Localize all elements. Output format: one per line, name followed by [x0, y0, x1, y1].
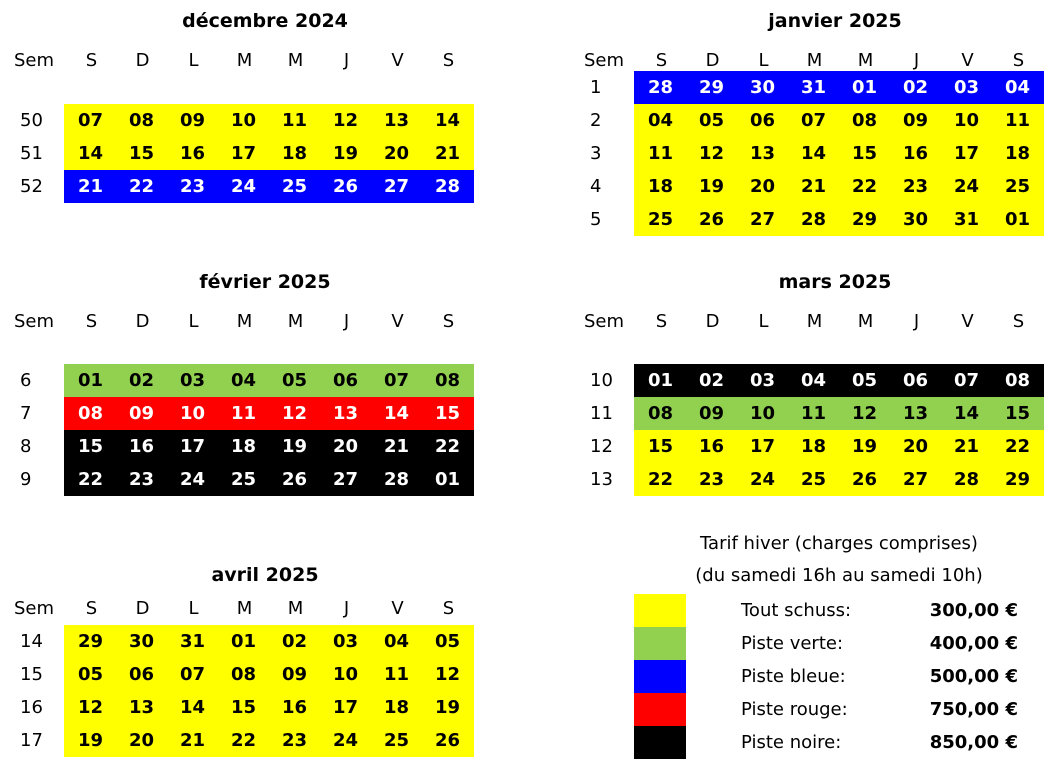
week-number: 4 — [590, 176, 602, 197]
day-cell: 13 — [383, 110, 410, 131]
day-cell: 20 — [128, 730, 155, 751]
day-header: J — [343, 50, 350, 71]
day-cell: 28 — [800, 209, 827, 230]
day-header: S — [442, 598, 455, 619]
legend-item — [634, 594, 1044, 627]
day-cell: 27 — [332, 469, 359, 490]
week-band — [634, 463, 1044, 496]
day-cell: 02 — [128, 370, 155, 391]
day-cell: 10 — [749, 403, 776, 424]
week-row — [570, 170, 1040, 203]
day-cell: 08 — [434, 370, 461, 391]
day-header: J — [343, 311, 350, 332]
day-cell: 19 — [77, 730, 104, 751]
day-cell: 09 — [698, 403, 725, 424]
day-cell: 31 — [953, 209, 980, 230]
color-swatch — [634, 660, 686, 693]
week-number: 14 — [20, 631, 43, 652]
day-cell: 10 — [953, 110, 980, 131]
day-header: V — [391, 598, 404, 619]
day-cell: 14 — [383, 403, 410, 424]
day-cell: 18 — [800, 436, 827, 457]
day-header: M — [806, 311, 823, 332]
day-cell: 31 — [800, 77, 827, 98]
week-band — [64, 364, 474, 397]
legend-label: Tout schuss: — [741, 600, 852, 621]
day-cell: 25 — [281, 176, 308, 197]
week-band — [64, 104, 474, 137]
day-cell: 11 — [281, 110, 308, 131]
day-cell: 27 — [383, 176, 410, 197]
day-header: S — [85, 50, 98, 71]
color-swatch — [634, 594, 686, 627]
day-cell: 22 — [647, 469, 674, 490]
day-cell: 26 — [281, 469, 308, 490]
day-cell: 09 — [281, 664, 308, 685]
day-cell: 11 — [647, 143, 674, 164]
day-cell: 11 — [1004, 110, 1031, 131]
week-band — [634, 71, 1044, 104]
week-row — [570, 364, 1040, 397]
day-cell: 03 — [332, 631, 359, 652]
day-header: S — [1012, 311, 1025, 332]
day-header: L — [188, 50, 199, 71]
week-header: Sem — [14, 598, 55, 619]
legend-item — [634, 726, 1044, 759]
week-number: 8 — [20, 436, 32, 457]
day-cell: 05 — [698, 110, 725, 131]
day-cell: 23 — [179, 176, 206, 197]
day-cell: 19 — [434, 697, 461, 718]
week-row — [0, 724, 470, 757]
week-number: 50 — [20, 110, 43, 131]
legend-title: Tarif hiver (charges comprises) — [700, 533, 978, 554]
day-header: S — [1012, 50, 1025, 71]
day-cell: 24 — [179, 469, 206, 490]
week-number: 11 — [590, 403, 613, 424]
week-row — [0, 430, 470, 463]
day-cell: 12 — [851, 403, 878, 424]
week-row — [570, 203, 1040, 236]
day-cell: 08 — [1004, 370, 1031, 391]
week-band — [64, 724, 474, 757]
week-row — [0, 364, 470, 397]
week-band — [64, 397, 474, 430]
week-band — [634, 203, 1044, 236]
day-cell: 29 — [77, 631, 104, 652]
day-cell: 05 — [281, 370, 308, 391]
day-cell: 12 — [434, 664, 461, 685]
day-cell: 24 — [953, 176, 980, 197]
month-title: décembre 2024 — [182, 10, 348, 32]
day-cell: 18 — [383, 697, 410, 718]
day-cell: 17 — [749, 436, 776, 457]
day-cell: 05 — [434, 631, 461, 652]
day-cell: 19 — [332, 143, 359, 164]
legend-item — [634, 627, 1044, 660]
week-row — [570, 104, 1040, 137]
week-number: 1 — [590, 77, 602, 98]
day-cell: 04 — [1004, 77, 1031, 98]
week-header: Sem — [584, 50, 625, 71]
day-cell: 05 — [851, 370, 878, 391]
day-cell: 02 — [281, 631, 308, 652]
color-swatch — [634, 627, 686, 660]
day-cell: 25 — [230, 469, 257, 490]
day-cell: 07 — [77, 110, 104, 131]
week-number: 9 — [20, 469, 32, 490]
day-header: M — [287, 311, 304, 332]
day-cell: 14 — [953, 403, 980, 424]
day-cell: 07 — [383, 370, 410, 391]
week-row — [0, 170, 470, 203]
day-cell: 28 — [383, 469, 410, 490]
day-cell: 15 — [434, 403, 461, 424]
day-cell: 12 — [281, 403, 308, 424]
day-cell: 18 — [230, 436, 257, 457]
day-cell: 30 — [128, 631, 155, 652]
day-cell: 13 — [902, 403, 929, 424]
day-cell: 08 — [647, 403, 674, 424]
month-title: janvier 2025 — [768, 10, 902, 32]
day-cell: 19 — [281, 436, 308, 457]
week-band — [634, 104, 1044, 137]
day-cell: 22 — [77, 469, 104, 490]
day-cell: 11 — [800, 403, 827, 424]
day-header: S — [442, 50, 455, 71]
week-row — [0, 137, 470, 170]
color-swatch — [634, 726, 686, 759]
day-header: M — [857, 311, 874, 332]
week-row — [570, 397, 1040, 430]
day-header-row — [570, 308, 1040, 336]
week-row — [0, 625, 470, 658]
day-cell: 22 — [1004, 436, 1031, 457]
day-cell: 08 — [77, 403, 104, 424]
day-cell: 16 — [128, 436, 155, 457]
day-header: M — [236, 311, 253, 332]
week-band — [64, 625, 474, 658]
day-header: S — [85, 311, 98, 332]
week-row — [570, 430, 1040, 463]
day-cell: 26 — [332, 176, 359, 197]
day-cell: 01 — [77, 370, 104, 391]
color-swatch — [634, 693, 686, 726]
week-band — [64, 137, 474, 170]
day-cell: 22 — [434, 436, 461, 457]
day-cell: 25 — [647, 209, 674, 230]
day-cell: 11 — [383, 664, 410, 685]
day-cell: 22 — [851, 176, 878, 197]
day-cell: 17 — [332, 697, 359, 718]
day-cell: 03 — [179, 370, 206, 391]
week-number: 13 — [590, 469, 613, 490]
day-cell: 20 — [383, 143, 410, 164]
day-header: S — [442, 311, 455, 332]
day-cell: 26 — [434, 730, 461, 751]
day-header-row — [0, 308, 470, 336]
day-cell: 14 — [800, 143, 827, 164]
day-header-row — [0, 47, 470, 75]
day-cell: 09 — [179, 110, 206, 131]
day-cell: 01 — [1004, 209, 1031, 230]
day-cell: 14 — [434, 110, 461, 131]
day-cell: 30 — [902, 209, 929, 230]
day-cell: 23 — [902, 176, 929, 197]
day-cell: 19 — [851, 436, 878, 457]
day-header: L — [758, 50, 769, 71]
week-band — [64, 170, 474, 203]
week-number: 5 — [590, 209, 602, 230]
day-cell: 24 — [230, 176, 257, 197]
month-title: février 2025 — [199, 271, 331, 293]
day-header: V — [391, 50, 404, 71]
day-cell: 10 — [179, 403, 206, 424]
day-header: S — [655, 50, 668, 71]
day-cell: 21 — [77, 176, 104, 197]
day-cell: 27 — [902, 469, 929, 490]
day-cell: 08 — [230, 664, 257, 685]
day-cell: 25 — [800, 469, 827, 490]
day-cell: 03 — [749, 370, 776, 391]
day-header: V — [391, 311, 404, 332]
day-header: D — [705, 311, 720, 332]
day-cell: 12 — [698, 143, 725, 164]
day-cell: 25 — [383, 730, 410, 751]
day-cell: 12 — [77, 697, 104, 718]
week-row — [570, 71, 1040, 104]
day-cell: 13 — [128, 697, 155, 718]
day-cell: 15 — [230, 697, 257, 718]
day-cell: 10 — [332, 664, 359, 685]
day-cell: 15 — [128, 143, 155, 164]
day-cell: 20 — [749, 176, 776, 197]
week-band — [634, 170, 1044, 203]
day-cell: 03 — [953, 77, 980, 98]
day-cell: 22 — [128, 176, 155, 197]
day-cell: 20 — [902, 436, 929, 457]
legend-item — [634, 660, 1044, 693]
day-cell: 06 — [749, 110, 776, 131]
day-header: L — [758, 311, 769, 332]
day-header: S — [85, 598, 98, 619]
day-cell: 01 — [230, 631, 257, 652]
day-cell: 21 — [800, 176, 827, 197]
week-row — [570, 463, 1040, 496]
week-number: 3 — [590, 143, 602, 164]
day-cell: 04 — [230, 370, 257, 391]
day-cell: 12 — [332, 110, 359, 131]
week-row — [0, 397, 470, 430]
week-number: 6 — [20, 370, 32, 391]
day-cell: 21 — [383, 436, 410, 457]
day-cell: 29 — [1004, 469, 1031, 490]
day-cell: 09 — [128, 403, 155, 424]
day-header: V — [961, 50, 974, 71]
legend-item — [634, 693, 1044, 726]
week-band — [64, 463, 474, 496]
week-band — [64, 691, 474, 724]
week-band — [64, 430, 474, 463]
week-number: 2 — [590, 110, 602, 131]
day-header: M — [236, 50, 253, 71]
day-cell: 28 — [953, 469, 980, 490]
day-cell: 24 — [749, 469, 776, 490]
day-header: M — [236, 598, 253, 619]
week-band — [634, 430, 1044, 463]
legend-label: Piste rouge: — [741, 699, 848, 720]
week-row — [570, 137, 1040, 170]
day-cell: 15 — [647, 436, 674, 457]
day-cell: 26 — [698, 209, 725, 230]
legend-price: 400,00 € — [929, 633, 1018, 654]
day-cell: 21 — [434, 143, 461, 164]
day-cell: 28 — [647, 77, 674, 98]
week-band — [634, 364, 1044, 397]
day-cell: 11 — [230, 403, 257, 424]
day-cell: 16 — [698, 436, 725, 457]
week-row — [0, 691, 470, 724]
day-cell: 25 — [1004, 176, 1031, 197]
day-cell: 04 — [800, 370, 827, 391]
day-header: D — [135, 598, 150, 619]
day-cell: 16 — [179, 143, 206, 164]
week-number: 17 — [20, 730, 43, 751]
week-row — [0, 463, 470, 496]
legend-label: Piste verte: — [741, 633, 844, 654]
day-cell: 15 — [851, 143, 878, 164]
week-number: 10 — [590, 370, 613, 391]
day-cell: 05 — [77, 664, 104, 685]
day-cell: 21 — [953, 436, 980, 457]
day-cell: 23 — [128, 469, 155, 490]
day-header: M — [857, 50, 874, 71]
day-cell: 14 — [179, 697, 206, 718]
week-number: 52 — [20, 176, 43, 197]
day-header: D — [135, 311, 150, 332]
week-row — [0, 658, 470, 691]
day-cell: 22 — [230, 730, 257, 751]
legend-price: 850,00 € — [929, 732, 1018, 753]
legend-price: 750,00 € — [929, 699, 1018, 720]
day-cell: 21 — [179, 730, 206, 751]
legend-price: 300,00 € — [929, 600, 1018, 621]
day-cell: 08 — [128, 110, 155, 131]
day-header: M — [806, 50, 823, 71]
day-cell: 15 — [1004, 403, 1031, 424]
legend-subtitle: (du samedi 16h au samedi 10h) — [695, 565, 983, 586]
day-header: L — [188, 311, 199, 332]
day-cell: 16 — [902, 143, 929, 164]
day-cell: 07 — [953, 370, 980, 391]
week-row — [0, 104, 470, 137]
day-cell: 14 — [77, 143, 104, 164]
day-cell: 13 — [332, 403, 359, 424]
day-cell: 23 — [698, 469, 725, 490]
week-header: Sem — [14, 311, 55, 332]
week-number: 16 — [20, 697, 43, 718]
day-header: D — [135, 50, 150, 71]
day-cell: 19 — [698, 176, 725, 197]
day-cell: 28 — [434, 176, 461, 197]
legend-label: Piste noire: — [741, 732, 842, 753]
day-header-row — [0, 595, 470, 623]
day-cell: 18 — [647, 176, 674, 197]
day-cell: 26 — [851, 469, 878, 490]
week-number: 51 — [20, 143, 43, 164]
day-cell: 01 — [851, 77, 878, 98]
day-cell: 15 — [77, 436, 104, 457]
day-cell: 30 — [749, 77, 776, 98]
week-header: Sem — [14, 50, 55, 71]
day-header: S — [655, 311, 668, 332]
day-header: J — [913, 311, 920, 332]
day-cell: 20 — [332, 436, 359, 457]
week-band — [634, 397, 1044, 430]
month-title: mars 2025 — [778, 271, 892, 293]
week-number: 15 — [20, 664, 43, 685]
day-cell: 23 — [281, 730, 308, 751]
day-cell: 04 — [383, 631, 410, 652]
day-header: J — [913, 50, 920, 71]
day-cell: 06 — [332, 370, 359, 391]
day-cell: 10 — [230, 110, 257, 131]
day-cell: 29 — [851, 209, 878, 230]
week-number: 7 — [20, 403, 32, 424]
day-cell: 01 — [647, 370, 674, 391]
legend-label: Piste bleue: — [741, 666, 846, 687]
day-cell: 17 — [179, 436, 206, 457]
day-cell: 31 — [179, 631, 206, 652]
day-cell: 04 — [647, 110, 674, 131]
day-cell: 18 — [1004, 143, 1031, 164]
day-cell: 18 — [281, 143, 308, 164]
day-cell: 01 — [434, 469, 461, 490]
day-cell: 27 — [749, 209, 776, 230]
day-cell: 07 — [800, 110, 827, 131]
day-header: M — [287, 598, 304, 619]
day-cell: 02 — [902, 77, 929, 98]
day-cell: 24 — [332, 730, 359, 751]
day-cell: 02 — [698, 370, 725, 391]
day-header: M — [287, 50, 304, 71]
week-band — [64, 658, 474, 691]
month-title: avril 2025 — [211, 564, 319, 586]
day-cell: 17 — [230, 143, 257, 164]
day-cell: 07 — [179, 664, 206, 685]
day-cell: 13 — [749, 143, 776, 164]
week-header: Sem — [584, 311, 625, 332]
day-cell: 29 — [698, 77, 725, 98]
week-number: 12 — [590, 436, 613, 457]
day-cell: 16 — [281, 697, 308, 718]
day-header: V — [961, 311, 974, 332]
day-cell: 17 — [953, 143, 980, 164]
week-band — [634, 137, 1044, 170]
day-header: J — [343, 598, 350, 619]
day-header: L — [188, 598, 199, 619]
day-cell: 06 — [902, 370, 929, 391]
day-cell: 09 — [902, 110, 929, 131]
day-cell: 06 — [128, 664, 155, 685]
day-cell: 08 — [851, 110, 878, 131]
legend-price: 500,00 € — [929, 666, 1018, 687]
day-header: D — [705, 50, 720, 71]
